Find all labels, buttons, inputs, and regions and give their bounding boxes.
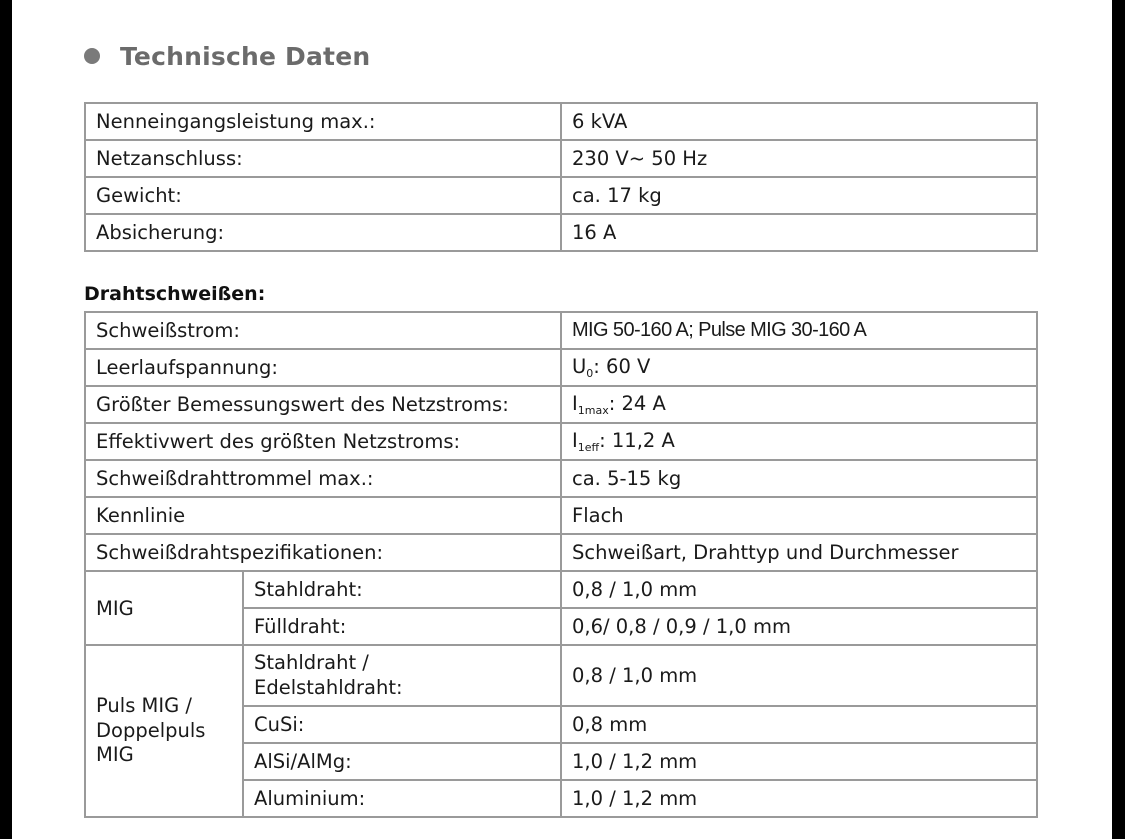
value-text: : 24 A <box>608 392 666 415</box>
spec-label: Fülldraht: <box>243 608 561 645</box>
spec-value: 230 V~ 50 Hz <box>561 140 1037 177</box>
table-row <box>85 103 1037 140</box>
spec-value: 0,6/ 0,8 / 0,9 / 1,0 mm <box>561 608 1037 645</box>
table-row <box>85 349 1037 386</box>
bullet-icon <box>84 48 100 64</box>
spec-value: ca. 17 kg <box>561 177 1037 214</box>
table-row <box>85 423 1037 460</box>
spec-value: 1,0 / 1,2 mm <box>561 780 1037 817</box>
spec-value: 0,8 / 1,0 mm <box>561 571 1037 608</box>
table-row <box>85 177 1037 214</box>
table-row <box>85 312 1037 349</box>
subscript: 0 <box>586 367 594 380</box>
spec-label: Nenneingangsleistung max.: <box>85 103 561 140</box>
table-row <box>85 571 1037 608</box>
spec-label: AlSi/AlMg: <box>243 743 561 780</box>
spec-label: Leerlaufspannung: <box>85 349 561 386</box>
section-heading <box>84 38 370 74</box>
spec-label: Aluminium: <box>243 780 561 817</box>
spec-value: 16 A <box>561 214 1037 251</box>
spec-value <box>561 386 1037 423</box>
spec-label: Größter Bemessungswert des Netzstroms: <box>85 386 561 423</box>
spec-label: Effektivwert des größten Netzstroms: <box>85 423 561 460</box>
spec-value: ca. 5-15 kg <box>561 460 1037 497</box>
spec-label: Absicherung: <box>85 214 561 251</box>
table-row <box>85 140 1037 177</box>
spec-value: Schweißart, Drahttyp und Durchmesser <box>561 534 1037 571</box>
spec-value <box>561 349 1037 386</box>
manual-page <box>12 0 1112 839</box>
general-specs-table <box>84 102 1038 252</box>
table-row <box>85 214 1037 251</box>
spec-label: Netzanschluss: <box>85 140 561 177</box>
symbol: I <box>572 392 578 415</box>
group-label-pulse-mig: Puls MIG / Doppelpuls MIG <box>85 645 243 817</box>
spec-value: MIG 50-160 A; Pulse MIG 30-160 A <box>561 312 1037 349</box>
spec-label: Stahldraht / Edelstahldraht: <box>243 645 561 706</box>
symbol: I <box>572 429 578 452</box>
section-subtitle: Drahtschweißen: <box>84 283 266 305</box>
table-row <box>85 460 1037 497</box>
spec-value: 6 kVA <box>561 103 1037 140</box>
table-row <box>85 497 1037 534</box>
spec-label: Schweißdrahtspezifikationen: <box>85 534 561 571</box>
wire-welding-table <box>84 311 1038 818</box>
spec-label: Schweißdrahttrommel max.: <box>85 460 561 497</box>
subscript: 1max <box>577 404 609 417</box>
table-row <box>85 386 1037 423</box>
spec-value <box>561 423 1037 460</box>
spec-value: 0,8 / 1,0 mm <box>561 645 1037 706</box>
spec-value: Flach <box>561 497 1037 534</box>
group-label-mig: MIG <box>85 571 243 645</box>
spec-label: CuSi: <box>243 706 561 743</box>
spec-label: Schweißstrom: <box>85 312 561 349</box>
value-text: : 11,2 A <box>599 429 675 452</box>
spec-value: 1,0 / 1,2 mm <box>561 743 1037 780</box>
page-title: Technische Daten <box>120 41 371 71</box>
table-row <box>85 645 1037 706</box>
subscript: 1eff <box>577 441 600 454</box>
spec-label: Stahldraht: <box>243 571 561 608</box>
spec-label: Kennlinie <box>85 497 561 534</box>
value-text: : 60 V <box>593 355 651 378</box>
table-row <box>85 534 1037 571</box>
spec-label: Gewicht: <box>85 177 561 214</box>
symbol: U <box>572 355 587 378</box>
spec-value: 0,8 mm <box>561 706 1037 743</box>
